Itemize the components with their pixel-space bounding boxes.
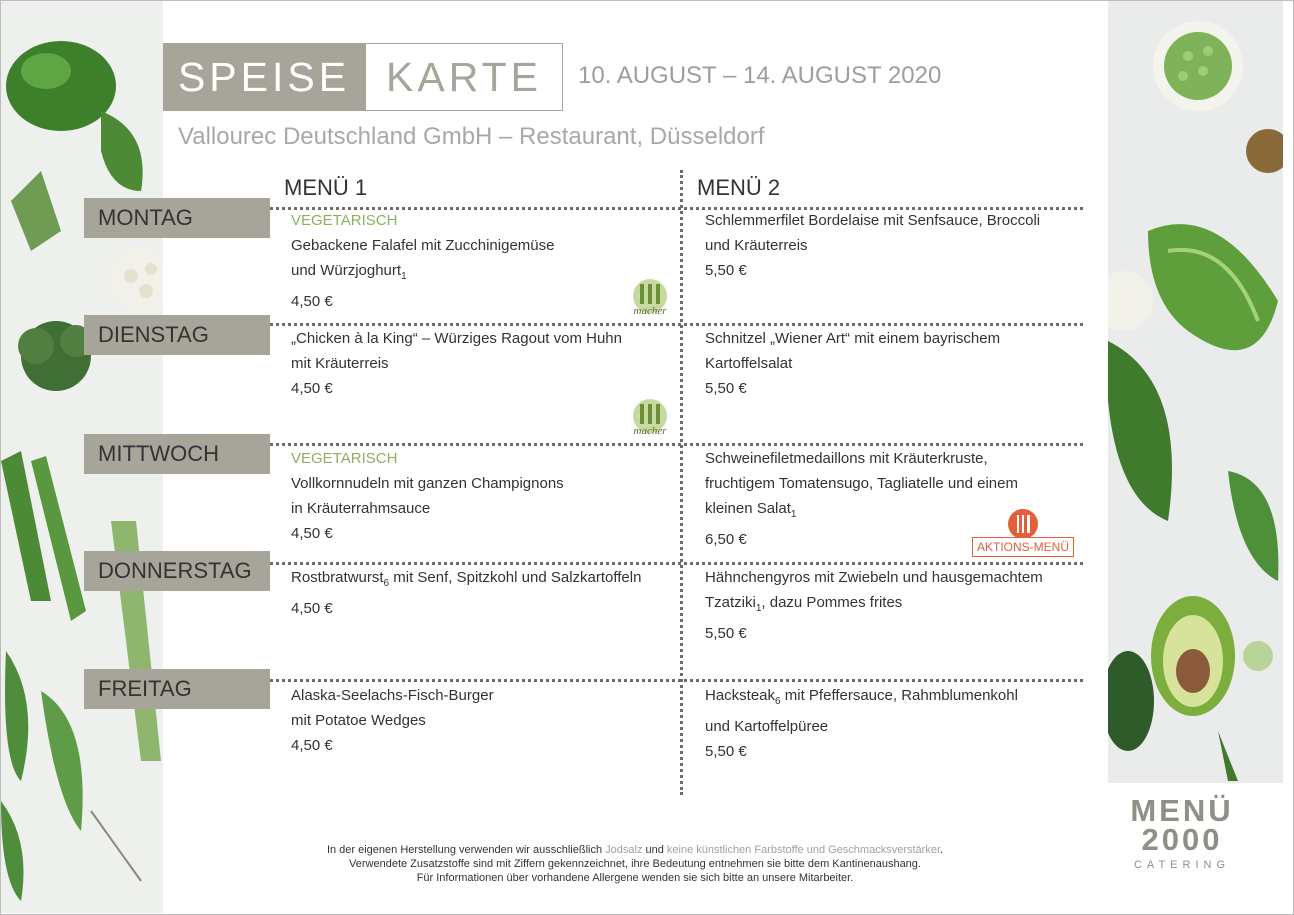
dish-line: und Kartoffelpüree: [705, 718, 829, 735]
fit-macher-badge: [620, 278, 680, 323]
footer-text: In der eigenen Herstellung verwenden wir ausschließlich: [326, 844, 606, 856]
dish-text: kleinen Salat: [705, 500, 791, 517]
donnerstag-menu2: [705, 565, 1043, 646]
dish-text: und Würzjoghurt: [291, 262, 402, 279]
freitag-menu2: [705, 683, 1018, 764]
footer-line: [200, 843, 1070, 857]
montag-menu2: [705, 208, 1040, 283]
row-divider: [270, 679, 1083, 682]
footer-line: Verwendete Zusatzstoffe sind mit Ziffern gekennzeichnet, ihre Bedeutung entnehmen sie bitte dem Kantinenaushang.: [349, 858, 921, 870]
dish-line: [705, 496, 1018, 527]
day-label-freitag: FREITAG: [84, 669, 270, 709]
dish-line: Hähnchengyros mit Zwiebeln und hausgemachtem: [705, 569, 1043, 586]
dish-price: 5,50 €: [705, 380, 747, 397]
day-label-montag: MONTAG: [84, 198, 270, 238]
dish-line: Schnitzel „Wiener Art“ mit einem bayrischem: [705, 330, 1001, 347]
dish-line: in Kräuterrahmsauce: [291, 500, 431, 517]
column-divider: [680, 170, 683, 795]
dienstag-menu1: [291, 326, 622, 401]
title-karte: KARTE: [365, 43, 563, 111]
footer-highlight: Jodsalz: [605, 844, 643, 856]
dish-text: Tzatziki: [705, 594, 756, 611]
footer-text: .: [940, 844, 944, 856]
title-speise: SPEISE: [163, 43, 365, 111]
menu2-heading: MENÜ 2: [697, 175, 781, 200]
date-range: 10. AUGUST – 14. AUGUST 2020: [578, 62, 942, 89]
day-label-donnerstag: DONNERSTAG: [84, 551, 270, 591]
dienstag-menu2: [705, 326, 1000, 401]
dish-text: Rostbratwurst: [291, 569, 384, 586]
dish-line: Gebackene Falafel mit Zucchinigemüse: [291, 237, 555, 254]
dish-line: [705, 683, 1018, 714]
dish-price: 4,50 €: [291, 600, 333, 617]
additive-number: 1: [755, 603, 762, 614]
fit-macher-icon: [620, 398, 680, 438]
dish-price: 4,50 €: [291, 380, 333, 397]
dish-text: mit Pfeffersauce, Rahmblumenkohl: [780, 687, 1018, 704]
dish-line: [291, 565, 641, 596]
dish-line: mit Potatoe Wedges: [291, 712, 426, 729]
menu1-heading: MENÜ 1: [284, 175, 368, 200]
dish-text: Hacksteak: [705, 687, 776, 704]
additive-number: 1: [790, 509, 797, 520]
dish-price: 5,50 €: [705, 743, 747, 760]
vegetarian-tag: VEGETARISCH: [291, 212, 398, 229]
dish-price: 6,50 €: [705, 531, 747, 548]
footer-notes: [200, 843, 1070, 885]
restaurant-name: Vallourec Deutschland GmbH – Restaurant, Düsseldorf: [178, 123, 765, 150]
dish-line: Schweinefiletmedaillons mit Kräuterkruste,: [705, 450, 988, 467]
fit-macher-icon: [620, 278, 680, 318]
dish-line: [291, 258, 554, 289]
dish-text: mit Senf, Spitzkohl und Salzkartoffeln: [389, 569, 642, 586]
fit-macher-text: macher: [633, 305, 667, 317]
dish-line: und Kräuterreis: [705, 237, 808, 254]
additive-number: 6: [775, 696, 781, 707]
additive-number: 1: [401, 271, 407, 282]
dish-line: Vollkornnudeln mit ganzen Champignons: [291, 475, 564, 492]
dish-line: Schlemmerfilet Bordelaise mit Senfsauce, Broccoli: [705, 212, 1041, 229]
footer-text: und: [642, 844, 667, 856]
dish-price: 4,50 €: [291, 737, 333, 754]
menu-title: [163, 43, 563, 111]
fit-macher-badge: [620, 398, 680, 443]
menu-2000-logo: [1112, 795, 1252, 875]
dish-line: [705, 590, 1043, 621]
montag-menu1: [291, 208, 554, 314]
fit-macher-text: macher: [633, 425, 667, 437]
freitag-menu1: [291, 683, 494, 758]
logo-line: 2000: [1141, 822, 1223, 857]
dish-price: 4,50 €: [291, 293, 333, 310]
day-label-mittwoch: MITTWOCH: [84, 434, 270, 474]
logo-line: CATERING: [1133, 859, 1231, 871]
dish-line: „Chicken à la King“ – Würziges Ragout vom Huhn: [291, 330, 622, 347]
footer-line: Für Informationen über vorhandene Allergene wenden sie sich bitte an unsere Mitarbeiter.: [416, 872, 854, 884]
logo-line: MENÜ: [1130, 793, 1234, 828]
dish-price: 5,50 €: [705, 262, 747, 279]
dish-price: 5,50 €: [705, 625, 747, 642]
footer-highlight: keine künstlichen Farbstoffe und Geschmacksverstärker: [666, 844, 940, 856]
dish-text: , dazu Pommes frites: [761, 594, 903, 611]
dish-line: mit Kräuterreis: [291, 355, 389, 372]
vegetarian-tag: VEGETARISCH: [291, 450, 398, 467]
dish-line: Kartoffelsalat: [705, 355, 793, 372]
cutlery-icon: [1006, 508, 1040, 540]
donnerstag-menu1: [291, 565, 641, 621]
vegetable-illustration-right: [1108, 1, 1283, 783]
day-label-dienstag: DIENSTAG: [84, 315, 270, 355]
mittwoch-menu1: [291, 446, 564, 546]
dish-price: 4,50 €: [291, 525, 333, 542]
additive-number: 6: [383, 578, 390, 589]
right-vegetable-photo: [1108, 1, 1283, 783]
aktions-menu-badge: AKTIONS-MENÜ: [972, 537, 1074, 557]
dish-line: fruchtigem Tomatensugo, Tagliatelle und einem: [705, 475, 1018, 492]
dish-line: Alaska-Seelachs-Fisch-Burger: [291, 687, 494, 704]
